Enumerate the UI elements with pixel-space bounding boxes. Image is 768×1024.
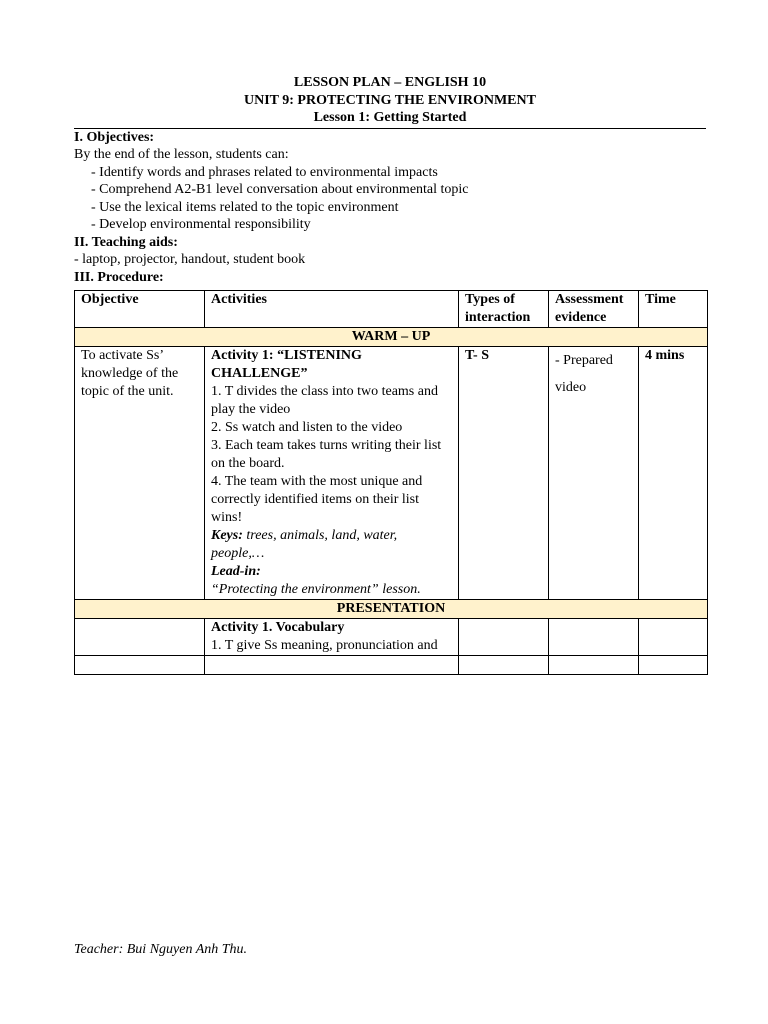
objective-item: - Develop environmental responsibility: [91, 217, 311, 232]
empty-cell: [639, 656, 708, 675]
table-row: [75, 619, 708, 656]
objectives-intro: By the end of the lesson, students can:: [74, 147, 289, 162]
presentation-activities: [205, 619, 459, 656]
activity-step: 4. The team with the most unique and correctly identified items on their list wins!: [211, 474, 423, 525]
assessment-line: - Prepared: [555, 353, 613, 368]
activity-step: 1. T give Ss meaning, pronunciation and: [211, 638, 438, 653]
warmup-activities: [205, 347, 459, 600]
document-header: [74, 74, 706, 127]
objective-item: - Identify words and phrases related to environmental impacts: [91, 164, 438, 180]
assessment-line: video: [555, 380, 587, 395]
teacher-footer: Teacher: Bui Nguyen Anh Thu.: [74, 942, 248, 957]
document-page: [74, 74, 706, 286]
activity-step: 1. T divides the class into two teams and play the video: [211, 384, 438, 417]
keys-text: trees, animals, land, water, people,…: [211, 528, 398, 561]
procedure-table: [74, 290, 708, 675]
activity-step: 3. Each team takes turns writing their list on the board.: [211, 438, 442, 471]
teaching-aids-text: - laptop, projector, handout, student book: [74, 252, 306, 267]
leadin-text: “Protecting the environment” lesson.: [211, 582, 421, 597]
unit-title: UNIT 9: PROTECTING THE ENVIRONMENT: [244, 92, 536, 108]
empty-cell: [205, 656, 459, 675]
empty-cell: [459, 656, 549, 675]
activity-step: 2. Ss watch and listen to the video: [211, 420, 403, 435]
warmup-interaction: T- S: [459, 347, 549, 600]
table-row: [75, 656, 708, 675]
column-header-time: Time: [639, 291, 708, 328]
procedure-heading: III. Procedure:: [74, 269, 164, 285]
empty-cell: [549, 656, 639, 675]
teaching-aids-heading: II. Teaching aids:: [74, 234, 178, 250]
presentation-interaction: [459, 619, 549, 656]
objectives-heading: I. Objectives:: [74, 129, 155, 145]
keys-label: Keys:: [211, 528, 243, 543]
activity-title: Activity 1. Vocabulary: [211, 620, 345, 635]
presentation-objective: [75, 619, 205, 656]
table-row: [75, 347, 708, 600]
warmup-band-label: WARM – UP: [75, 328, 708, 347]
table-header-row: [75, 291, 708, 328]
presentation-assessment: [549, 619, 639, 656]
activity-title: Activity 1: “LISTENING CHALLENGE”: [211, 348, 362, 381]
presentation-band-row: [75, 600, 708, 619]
warmup-assessment: [549, 347, 639, 600]
column-header-objective: Objective: [75, 291, 205, 328]
objective-item: - Use the lexical items related to the topic environment: [91, 199, 399, 215]
warmup-objective: To activate Ss’ knowledge of the topic of the unit.: [75, 347, 205, 600]
warmup-time: 4 mins: [639, 347, 708, 600]
column-header-activities: Activities: [205, 291, 459, 328]
column-header-assessment: Assessment evidence: [549, 291, 639, 328]
document-title: LESSON PLAN – ENGLISH 10: [293, 75, 487, 90]
warmup-band-row: [75, 328, 708, 347]
empty-cell: [75, 656, 205, 675]
presentation-band-label: PRESENTATION: [75, 600, 708, 619]
leadin-label: Lead-in:: [211, 564, 261, 579]
lesson-title: Lesson 1: Getting Started: [313, 110, 467, 125]
column-header-interaction: Types of interaction: [459, 291, 549, 328]
objective-item: - Comprehend A2-B1 level conversation about environmental topic: [91, 182, 469, 197]
keys-line: [211, 527, 452, 563]
presentation-time: [639, 619, 708, 656]
